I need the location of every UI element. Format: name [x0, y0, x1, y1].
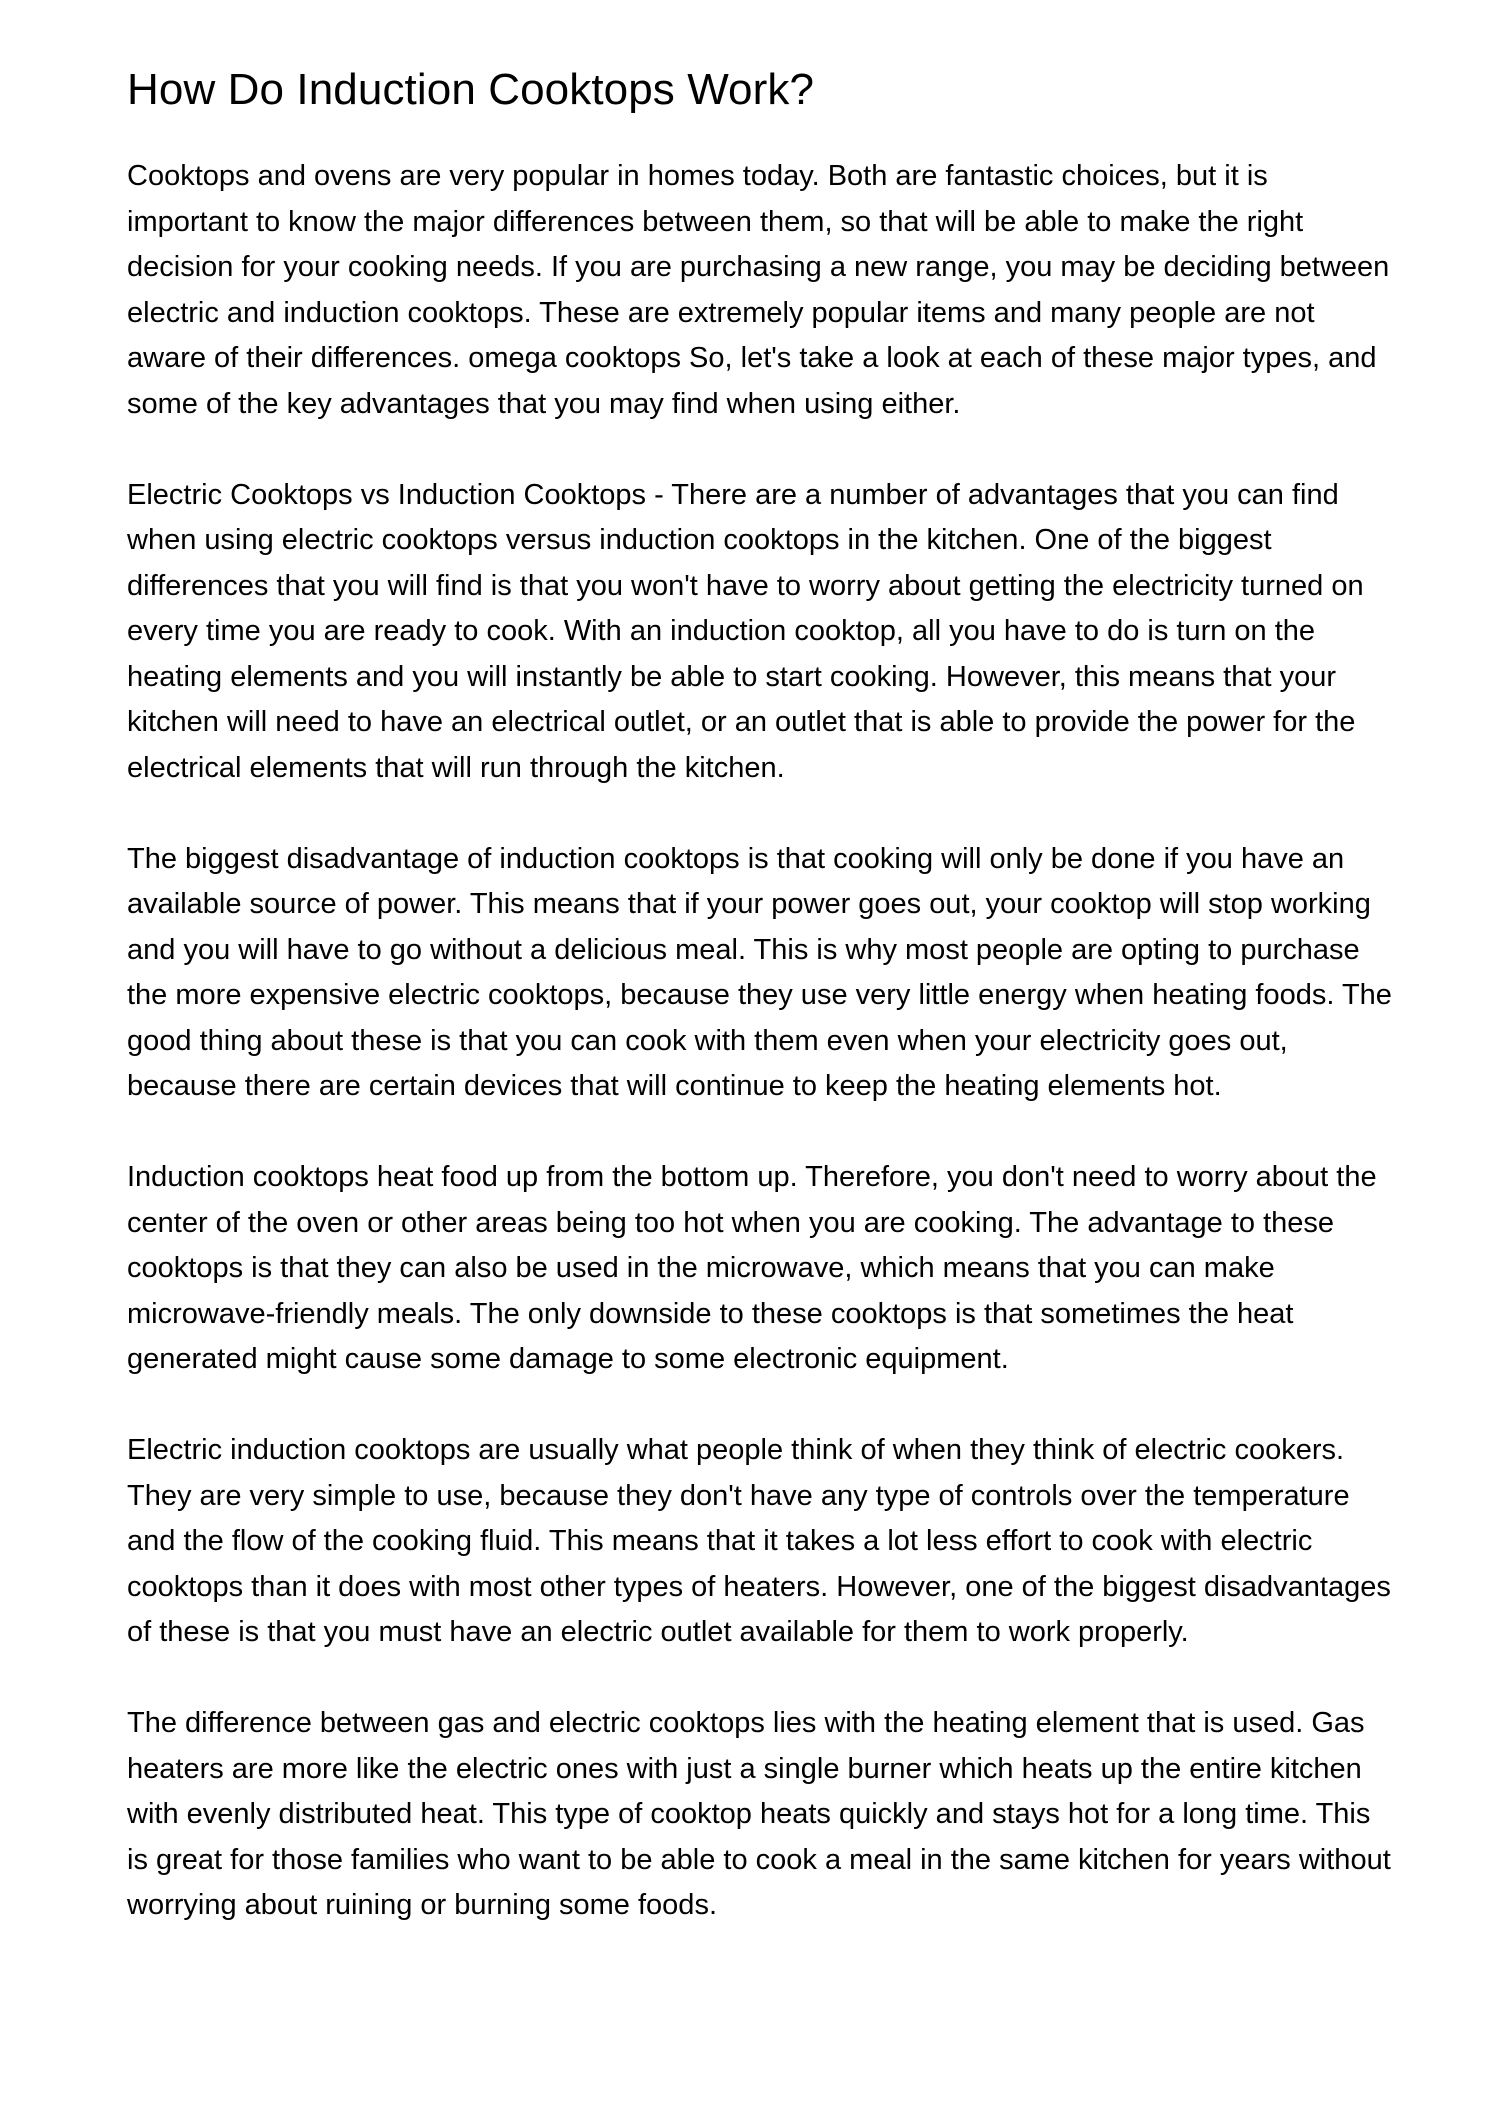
paragraph-electric-induction: Electric induction cooktops are usually what people think of when they think of electric cookers. They are very simple to use, because they don't have any type of controls over the temperature and the flow of the cooking fluid. This means that it takes a lot less effort to cook with electric cooktops than it does with most other types of heaters. However, one of the biggest disadvantages of these is that you must have an electric outlet available for them to work properly. [127, 1434, 1391, 1648]
page-title: How Do Induction Cooktops Work? [127, 65, 815, 114]
paragraph-gas-vs-electric: The difference between gas and electric cooktops lies with the heating element that is used. Gas heaters are more like the electric ones with just a single burner which heats up the entire kitchen with evenly distributed heat. This type of cooktop heats quickly and stays hot for a long time. This is great for those families who want to be able to cook a meal in the same kitchen for years without worrying about ruining or burning some foods. [127, 1707, 1391, 1921]
paragraph-intro: Cooktops and ovens are very popular in homes today. Both are fantastic choices, but it is important to know the major differences between them, so that will be able to make the right decision for your cooking needs. If you are purchasing a new range, you may be deciding between electric and induction cooktops. These are extremely popular items and many people are not aware of their differences. omega cooktops So, let's take a look at each of these major types, and some of the key advantages that you may find when using either. [127, 160, 1390, 420]
paragraph-disadvantage: The biggest disadvantage of induction cooktops is that cooking will only be done if you have an available source of power. This means that if your power goes out, your cooktop will stop working and you will have to go without a delicious meal. This is why most people are opting to purchase the more expensive electric cooktops, because they use very little energy when heating foods. The good thing about these is that you can cook with them even when your electricity goes out, because there are certain devices that will continue to keep the heating elements hot. [127, 842, 1392, 1102]
paragraph-electric-vs-induction: Electric Cooktops vs Induction Cooktops - There are a number of advantages that you can find when using electric cooktops versus induction cooktops in the kitchen. One of the biggest differences that you will find is that you won't have to worry about getting the electricity turned on every time you are ready to cook. With an induction cooktop, all you have to do is turn on the heating elements and you will instantly be able to start cooking. However, this means that your kitchen will need to have an electrical outlet, or an outlet that is able to provide the power for the electrical elements that will run through the kitchen. [127, 478, 1364, 784]
document-page [127, 60, 1395, 1974]
paragraph-bottom-up-heating: Induction cooktops heat food up from the bottom up. Therefore, you don't need to worry about the center of the oven or other areas being too hot when you are cooking. The advantage to these cooktops is that they can also be used in the microwave, which means that you can make microwave-friendly meals. The only downside to these cooktops is that sometimes the heat generated might cause some damage to some electronic equipment. [127, 1161, 1377, 1375]
